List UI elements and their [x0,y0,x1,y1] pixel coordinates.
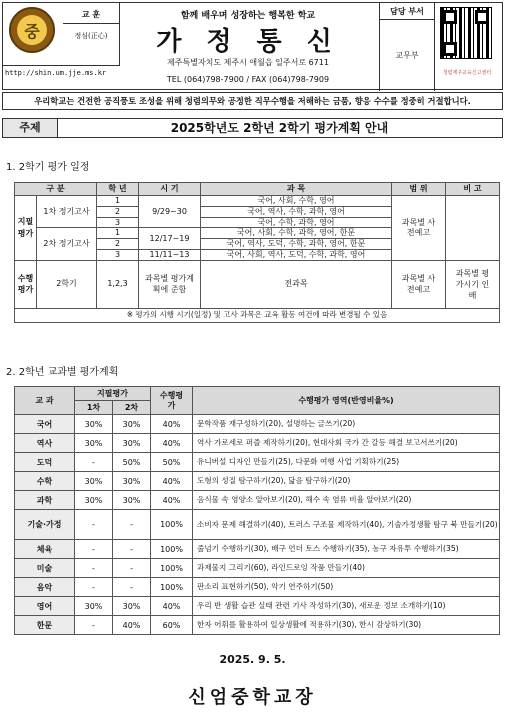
area-cell: 줄넘기 수행하기(30), 배구 언더 토스 수행하기(35), 농구 자유투 수행하기(35) [193,540,500,559]
school-address: 제주특별자치도 제주시 애월읍 일주서로 6711 [167,58,329,67]
area-cell: 도형의 성질 탐구하기(20), 닮음 탐구하기(20) [193,472,500,491]
first-cell: 30% [75,434,113,453]
perf-cell: 40% [151,491,193,510]
subject-cell: 음악 [15,578,75,597]
motto-label: 교 훈 [63,7,119,24]
school-logo-icon [9,7,55,53]
first-cell: - [75,559,113,578]
header-cell: 과 목 [201,183,392,196]
slogan: 함께 배우며 성장하는 행복한 학교 [180,11,316,21]
grade-cell: 3 [97,217,139,228]
area-cell: 판소리 표현하기(50), 악기 연주하기(50) [193,578,500,597]
header-second: 2차 [113,401,151,415]
exam1-name: 1차 정기고사 [37,196,97,228]
motto-text: 정심(正心) [74,32,108,40]
subject-plan-table [14,386,500,635]
group-perf-label: 수행평가 [15,260,37,308]
first-cell: 30% [75,491,113,510]
first-cell: - [75,616,113,635]
header-cell: 구 분 [15,183,97,196]
school-url[interactable]: http://shin.um.jje.ms.kr [5,69,107,77]
subject-cell: 국어 [15,415,75,434]
table-row [15,472,500,491]
responsible-value: 교무부 [380,20,435,91]
header-first: 1차 [75,401,113,415]
subject-cell: 한문 [15,616,75,635]
subject-cell: 역사 [15,434,75,453]
first-cell: - [75,540,113,559]
perf-cell: 100% [151,559,193,578]
section1-title: 1. 2학기 평가 일정 [6,162,90,173]
subjects-cell: 국어, 사회, 역사, 도덕, 수학, 과학, 영어 [201,249,392,260]
perf-cell: 40% [151,472,193,491]
subject-cell: 도덕 [15,453,75,472]
exam1-period: 9/29~30 [139,196,201,228]
area-cell: 문학작품 재구성하기(20), 설명하는 글쓰기(20) [193,415,500,434]
first-cell: 30% [75,415,113,434]
first-cell: 30% [75,472,113,491]
perf-cell: 100% [151,540,193,559]
header-cell: 시 기 [139,183,201,196]
header-area: 수행평가 영역(반영비율%) [193,387,500,415]
exam2-period-12: 12/17~19 [139,228,201,250]
grade-cell: 3 [97,249,139,260]
header-cell: 학 년 [97,183,139,196]
subject-label: 주제 [3,119,58,137]
perf-cell: 100% [151,578,193,597]
table-row [15,616,500,635]
perf-note: 과목별 평가시기 인배 [446,260,500,308]
subjects-cell: 국어, 사회, 수학, 영어 [201,196,392,207]
first-cell: - [75,453,113,472]
first-cell: - [75,578,113,597]
perf-period: 과목별 평가계획에 준함 [139,260,201,308]
second-cell: 30% [113,472,151,491]
area-cell: 유니버설 디자인 만들기(25), 다문화 여행 사업 기획하기(25) [193,453,500,472]
table-row [15,196,500,207]
area-cell: 음식물 속 영양소 알아보기(20), 해수 속 염류 비율 알아보기(20) [193,491,500,510]
schedule-footnote: ※ 평가의 시행 시기(일정) 및 고사 과목은 교육 활동 여건에 따라 변경될 수 있음 [15,308,500,322]
grade-cell: 1 [97,228,139,239]
area-cell: 우리 반 생활 습관 실태 관련 기사 작성하기(30), 새로운 정보 소개하기(10) [193,597,500,616]
group-written-label: 지필평가 [15,196,37,261]
header-subject: 교 과 [15,387,75,415]
responsible-label: 담당 부서 [380,3,435,20]
subject-cell: 과학 [15,491,75,510]
second-cell: 50% [113,453,151,472]
table-row [15,308,500,322]
subjects-cell: 국어, 역사, 수학, 과학, 영어 [201,206,392,217]
header-cell: 범 위 [392,183,446,196]
table-row [15,491,500,510]
subjects-cell: 국어, 역사, 도덕, 수학, 과학, 영어, 한문 [201,239,392,250]
table-row [15,578,500,597]
school-principal: 신엄중학교장 [188,687,317,708]
section2-title: 2. 2학년 교과별 평가계획 [6,367,119,378]
table-row [15,510,500,540]
area-cell: 소비자 문제 해결하기(40), 트러스 구조물 제작하기(40), 기술가정생활 탐구 북 만들기(20) [193,510,500,540]
motto-box [63,7,119,55]
issue-date: 2025. 9. 5. [219,653,286,666]
header-written: 지필평가 [75,387,151,401]
subject-bar [2,118,503,138]
exam2-name: 2차 정기고사 [37,228,97,260]
table-header-row [15,183,500,196]
table-row [15,415,500,434]
newsletter-title: 가 정 통 신 [156,27,340,57]
school-tel: TEL (064)798-7900 / FAX (064)798-7909 [166,75,330,84]
perf-cell: 50% [151,453,193,472]
subjects-cell: 국어, 수학, 과학, 영어 [201,217,392,228]
first-cell: 30% [75,597,113,616]
table-row [15,597,500,616]
integrity-notice: 우리학교는 건전한 공직풍토 조성을 위해 청렴의무와 공정한 직무수행을 저해하는 금품, 향응 수수를 정중히 거절합니다. [2,92,503,110]
grade-cell: 2 [97,206,139,217]
second-cell: 30% [113,597,151,616]
perf-cell: 40% [151,597,193,616]
qr-caption: 청렴제주교육신고센터 [442,70,492,76]
first-cell: - [75,510,113,540]
perf-cell: 40% [151,415,193,434]
table-row [15,260,500,308]
area-cell: 역사 가로세로 퍼즐 제작하기(20), 현대사회 국가 간 갈등 해결 보고서쓰기(20) [193,434,500,453]
perf-subjects: 전과목 [201,260,392,308]
table-row [15,559,500,578]
exam-note [446,196,500,261]
second-cell: - [113,578,151,597]
header-cell: 비 고 [446,183,500,196]
subject-cell: 체육 [15,540,75,559]
subject-cell: 수학 [15,472,75,491]
perf-cell: 100% [151,510,193,540]
subject-text: 2025학년도 2학년 2학기 평가계획 안내 [170,121,389,135]
perf-cell: 60% [151,616,193,635]
subject-cell: 미술 [15,559,75,578]
perf-semester: 2학기 [37,260,97,308]
perf-range: 과목별 사전예고 [392,260,446,308]
perf-cell: 40% [151,434,193,453]
grade-cell: 2 [97,239,139,250]
letterhead [2,2,503,90]
table-row [15,540,500,559]
subject-cell: 영어 [15,597,75,616]
exam-range: 과목별 사전예고 [392,196,446,261]
perf-grade: 1,2,3 [97,260,139,308]
second-cell: - [113,559,151,578]
second-cell: - [113,510,151,540]
exam2-period-3: 11/11~13 [139,249,201,260]
second-cell: 30% [113,491,151,510]
logo-char: 중 [17,15,47,45]
qr-code-icon[interactable] [440,7,492,59]
grade-cell: 1 [97,196,139,207]
header-perf: 수행평가 [151,387,193,415]
table-row [15,434,500,453]
exam-schedule-table [14,182,500,323]
subject-cell: 기술·가정 [15,510,75,540]
subjects-cell: 국어, 사회, 수학, 과학, 영어, 한문 [201,228,392,239]
second-cell: 40% [113,616,151,635]
table-row [15,453,500,472]
table-header-row [15,387,500,401]
newsletter-page [2,2,503,719]
area-cell: 한자 어휘를 활용하여 일상생활에 적용하기(30), 한시 감상하기(30) [193,616,500,635]
second-cell: 30% [113,434,151,453]
second-cell: 30% [113,415,151,434]
area-cell: 과제물지 그리기(60), 라인드로잉 작품 만들기(40) [193,559,500,578]
second-cell: - [113,540,151,559]
